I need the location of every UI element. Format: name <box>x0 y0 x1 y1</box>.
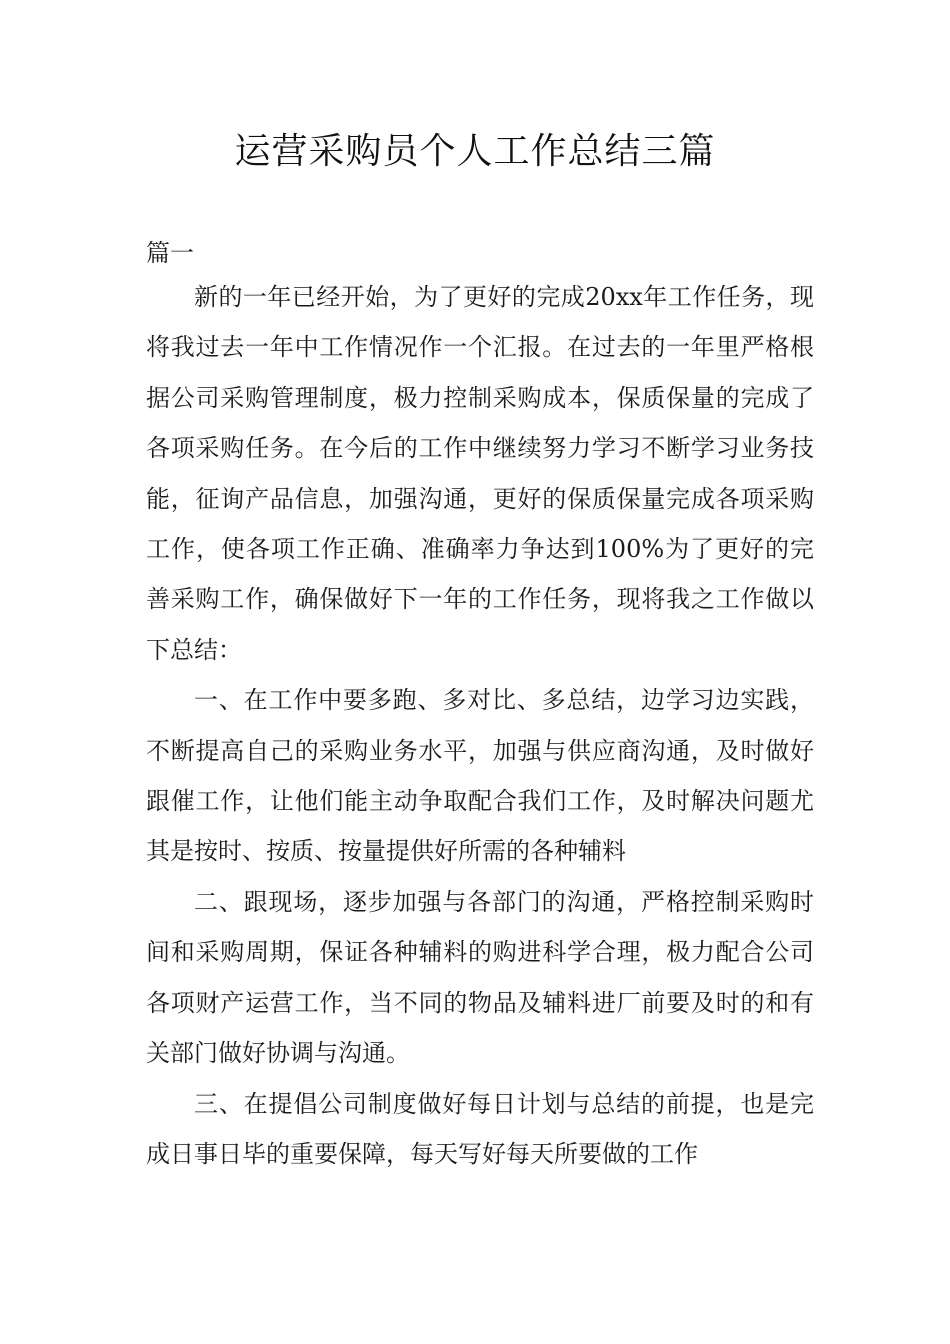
document-title: 运营采购员个人工作总结三篇 <box>234 131 716 172</box>
paragraph-point-1: 一、在工作中要多跑、多对比、多总结，边学习边实践，不断提高自己的采购业务水平，加强与供应商沟通，及时做好跟催工作，让他们能主动争取配合我们工作，及时解决问题尤其是按时、按质、按量提供好所需的各种辅料 <box>146 686 814 866</box>
paragraph-point-3: 三、在提倡公司制度做好每日计划与总结的前提，也是完成日事日毕的重要保障，每天写好每天所要做的工作 <box>146 1089 814 1168</box>
section-label: 篇一 <box>146 239 194 267</box>
document-body <box>146 272 814 1179</box>
paragraph-point-2: 二、跟现场，逐步加强与各部门的沟通，严格控制采购时间和采购周期，保证各种辅料的购进科学合理，极力配合公司各项财产运营工作，当不同的物品及辅料进厂前要及时的和有关部门做好协调与沟通。 <box>146 887 814 1068</box>
paragraph-intro: 新的一年已经开始，为了更好的完成20xx年工作任务，现将我过去一年中工作情况作一个汇报。在过去的一年里严格根据公司采购管理制度，极力控制采购成本，保质保量的完成了各项采购任务。在今后的工作中继续努力学习不断学习业务技能，征询产品信息，加强沟通，更好的保质保量完成各项采购工作，使各项工作正确、准确率力争达到100%为了更好的完善采购工作，确保做好下一年的工作任务，现将我之工作做以下总结： <box>146 283 814 664</box>
